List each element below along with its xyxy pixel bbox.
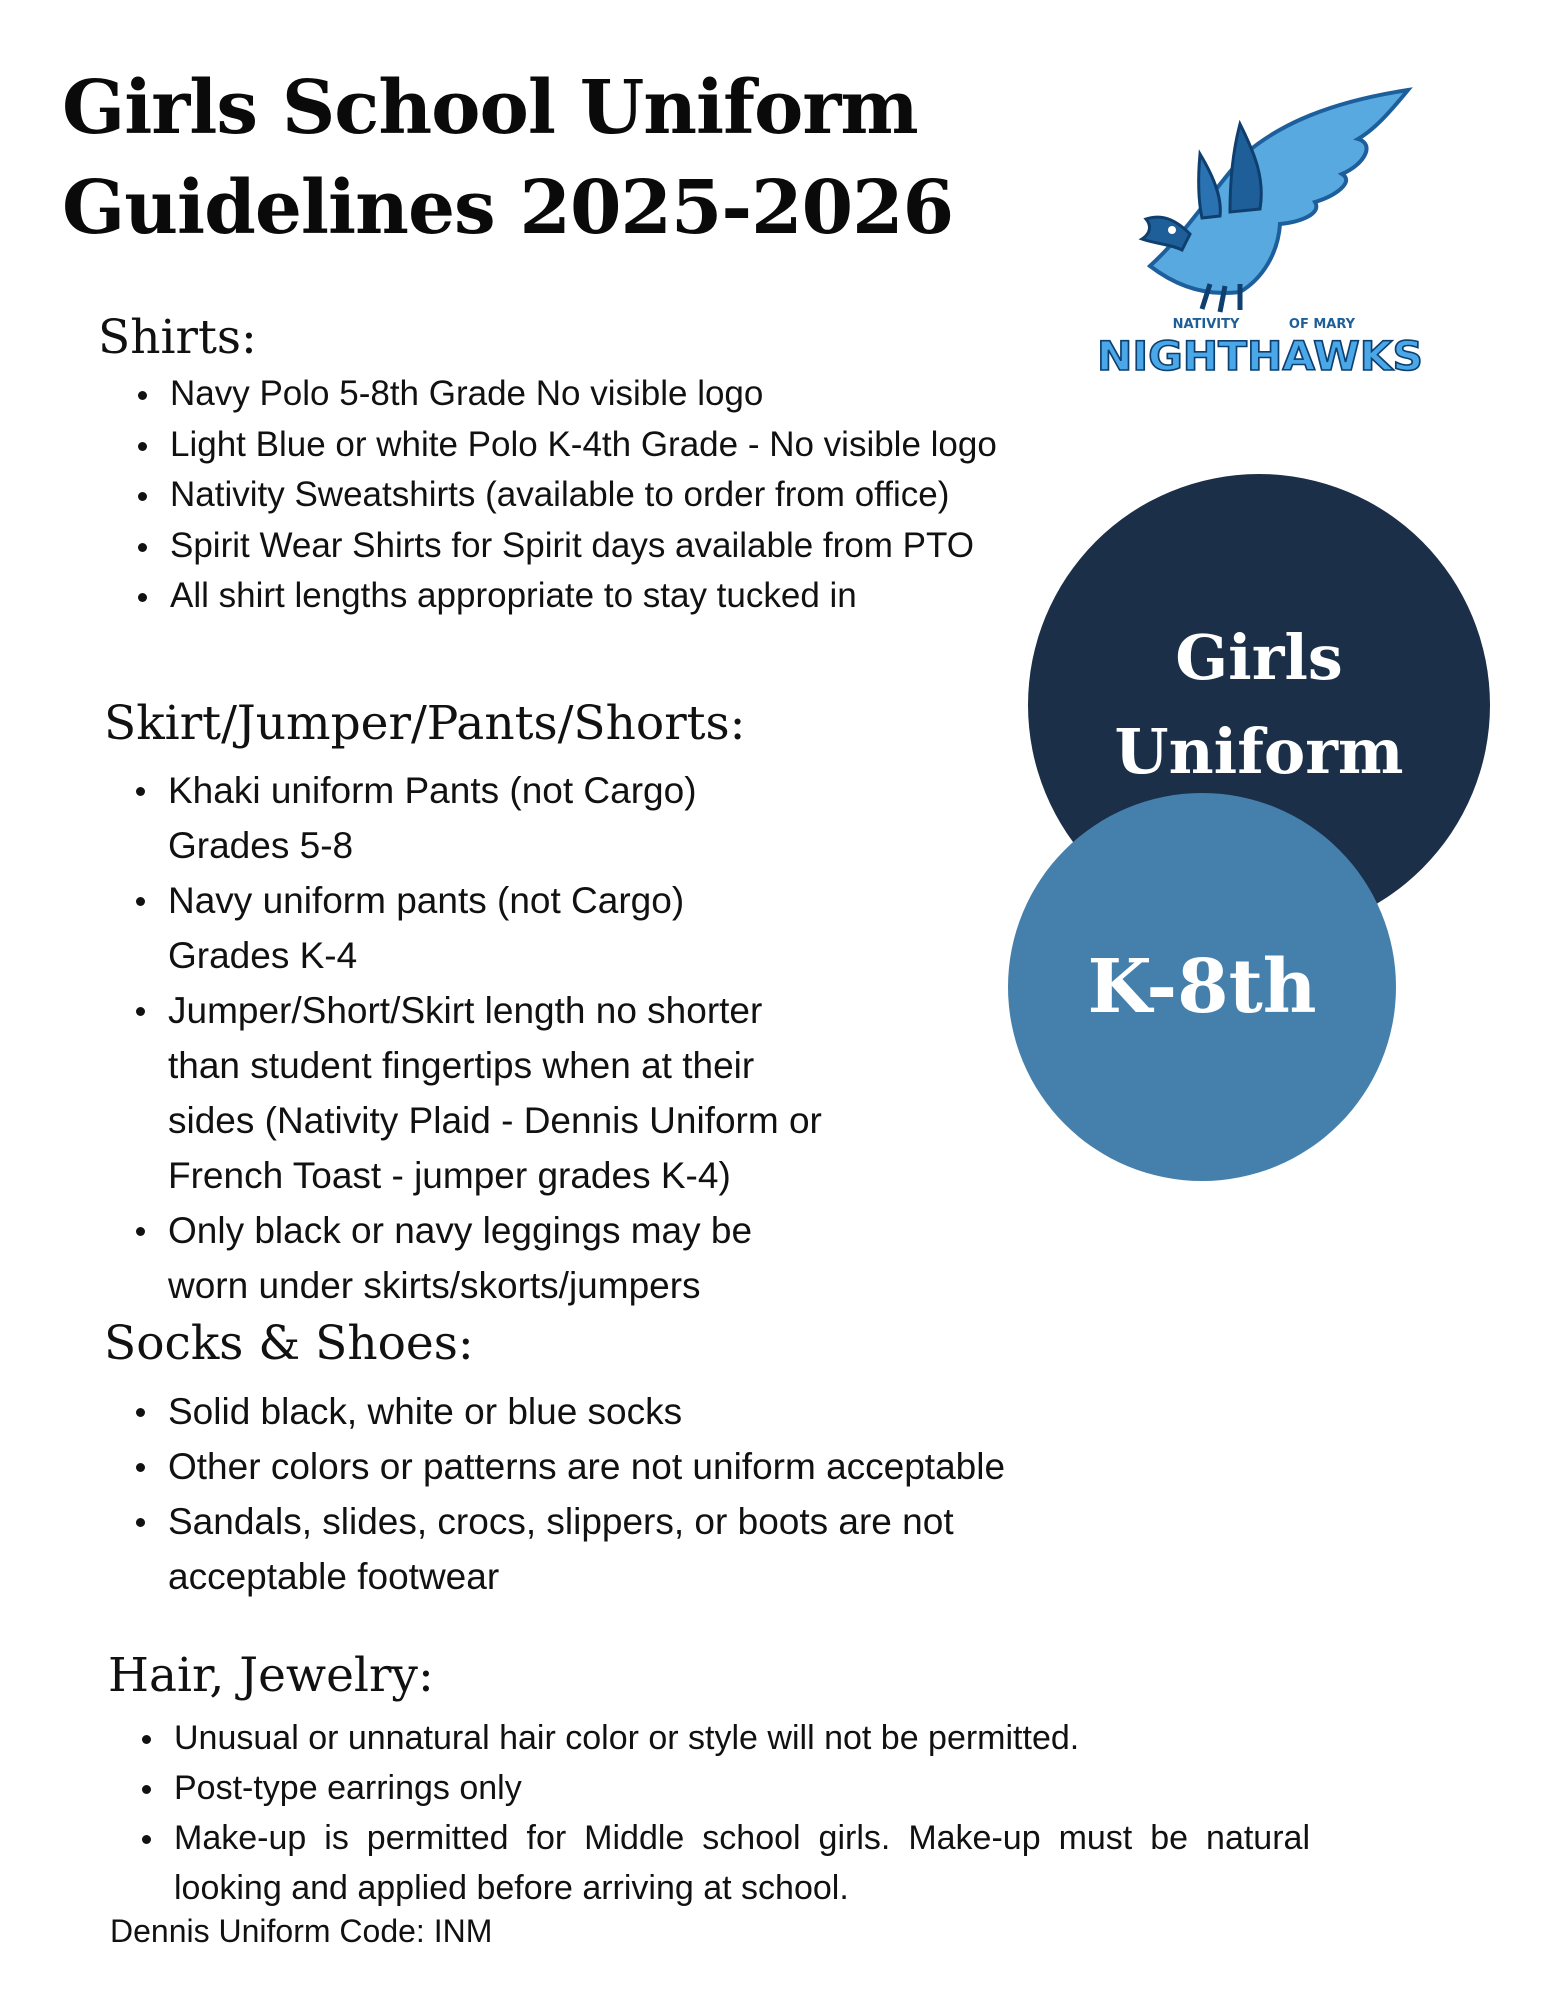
list-item (130, 1439, 1005, 1494)
socks-shoes-list (130, 1384, 1005, 1604)
list-item-line: Jumper/Short/Skirt length no shorter (168, 990, 763, 1031)
page-title (62, 58, 953, 258)
list-item (130, 873, 822, 983)
list-item: Unusual or unnatural hair color or style will not be permitted. (136, 1713, 1310, 1763)
list-item (130, 763, 822, 873)
bottoms-heading: Skirt/Jumper/Pants/Shorts: (104, 696, 746, 751)
logo-nativity-text: NATIVITY (1172, 317, 1240, 332)
badge-grade-range: K-8th (1087, 944, 1317, 1030)
logo-wordmark: NIGHTHAWKS (1097, 334, 1423, 380)
list-item: Make-up is permitted for Middle school girls. Make-up must be natural looking and applied before arriving at school. (136, 1813, 1310, 1913)
list-item-line: Grades 5-8 (168, 825, 354, 866)
list-item (130, 983, 822, 1203)
list-item-line: Other colors or patterns are not uniform acceptable (168, 1446, 1006, 1487)
socks-shoes-heading: Socks & Shoes: (104, 1316, 474, 1371)
title-line-2: Guidelines 2025-2026 (62, 165, 954, 251)
badge-line-uniform: Uniform (1114, 715, 1404, 788)
list-item: All shirt lengths appropriate to stay tucked in (132, 576, 997, 616)
list-item-line: Khaki uniform Pants (not Cargo) (168, 770, 697, 811)
grade-range-badge (1008, 793, 1396, 1181)
list-item-line: Only black or navy leggings may be (168, 1210, 753, 1251)
list-item (130, 1203, 822, 1313)
list-item-line: acceptable footwear (168, 1556, 500, 1597)
list-item: Post-type earrings only (136, 1763, 1310, 1813)
list-item-line: sides (Nativity Plaid - Dennis Uniform or (168, 1100, 822, 1141)
list-item-line: Solid black, white or blue socks (168, 1391, 683, 1432)
shirts-heading: Shirts: (98, 310, 257, 365)
list-item-line: than student fingertips when at their (168, 1045, 755, 1086)
badge-line-girls: Girls (1175, 621, 1343, 694)
list-item-line: Grades K-4 (168, 935, 358, 976)
list-item-line: French Toast - jumper grades K-4) (168, 1155, 731, 1196)
title-line-1: Girls School Uniform (62, 65, 918, 151)
list-item-line: worn under skirts/skorts/jumpers (168, 1265, 701, 1306)
list-item: Light Blue or white Polo K-4th Grade - No visible logo (132, 425, 997, 465)
hair-jewelry-heading: Hair, Jewelry: (108, 1648, 434, 1703)
list-item (130, 1494, 1005, 1604)
shirts-list (132, 374, 997, 627)
logo-of-mary-text: OF MARY (1288, 317, 1356, 332)
list-item: Navy Polo 5-8th Grade No visible logo (132, 374, 997, 414)
nighthawks-logo (1090, 84, 1430, 384)
list-item-line: Navy uniform pants (not Cargo) (168, 880, 685, 921)
list-item: Nativity Sweatshirts (available to order from office) (132, 475, 997, 515)
list-item-line: Sandals, slides, crocs, slippers, or boots are not (168, 1501, 954, 1542)
hair-jewelry-list (136, 1713, 1310, 1913)
nighthawk-mascot-icon (1142, 90, 1408, 312)
bottoms-list (130, 763, 822, 1313)
list-item: Spirit Wear Shirts for Spirit days available from PTO (132, 526, 997, 566)
list-item (130, 1384, 1005, 1439)
dennis-uniform-code: Dennis Uniform Code: INM (110, 1913, 493, 1949)
